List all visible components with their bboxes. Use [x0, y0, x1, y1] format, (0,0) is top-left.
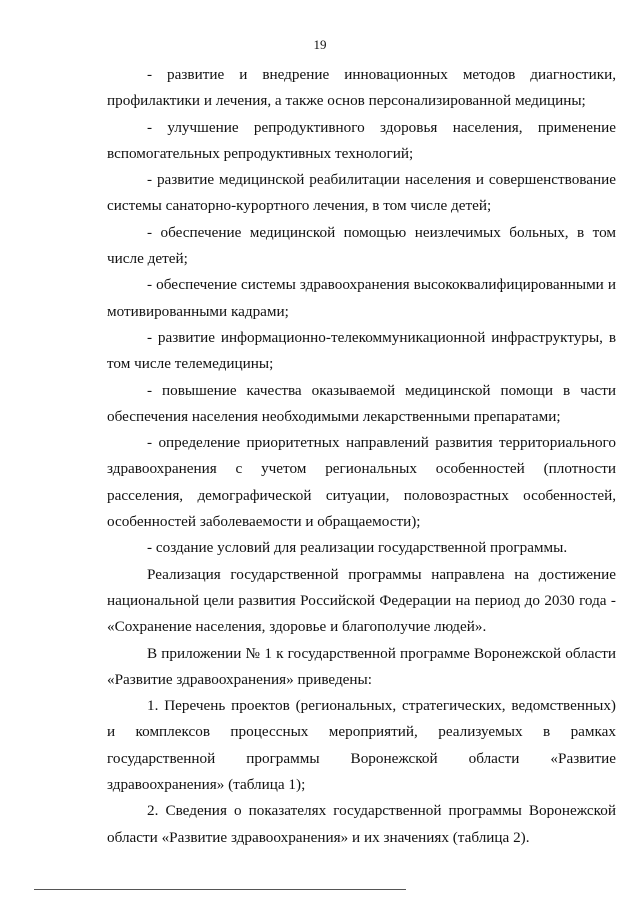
page-number: 19	[313, 37, 327, 52]
paragraph-territorial-priorities: - определение приоритетных направлений развития территориального здравоохранения с учетом региональных особенностей (плотности расселения, демографической ситуации, половозрастных особенностей, особенностей заболеваемости и обращаемости);	[107, 434, 616, 531]
paragraph-medical-rehabilitation: - развитие медицинской реабилитации населения и совершенствование системы санаторно-курортного лечения, в том числе детей;	[107, 171, 616, 215]
paragraph-medicines-supply: - повышение качества оказываемой медицинской помощи в части обеспечения населения необходимыми лекарственными препаратами;	[107, 381, 616, 425]
paragraph-innovative-methods: - развитие и внедрение инновационных методов диагностики, профилактики и лечения, а также основ персонализированной медицины;	[107, 66, 616, 110]
bottom-rule	[34, 889, 406, 890]
paragraph-palliative-care: - обеспечение медицинской помощью неизлечимых больных, в том числе детей;	[107, 223, 616, 268]
paragraph-item-2-indicators: 2. Сведения о показателях государственной программы Воронежской области «Развитие здравоохранения» и их значениях (таблица 2).	[107, 802, 616, 846]
paragraph-national-goal: Реализация государственной программы направлена на достижение национальной цели развития Российской Федерации на период до 2030 года - «Сохранение населения, здоровье и благополучие людей».	[107, 565, 616, 636]
body-text	[107, 62, 616, 851]
paragraph-item-1-projects-list: 1. Перечень проектов (региональных, стратегических, ведомственных) и комплексов процессных мероприятий, реализуемых в рамках государственной программы Воронежской области «Развитие здравоохранения» (таблица 1);	[107, 697, 616, 794]
paragraph-appendix-intro: В приложении № 1 к государственной программе Воронежской области «Развитие здравоохранения» приведены:	[107, 644, 616, 688]
paragraph-program-conditions: - создание условий для реализации государственной программы.	[147, 539, 568, 557]
paragraph-reproductive-health: - улучшение репродуктивного здоровья населения, применение вспомогательных репродуктивных технологий;	[107, 118, 616, 162]
paragraph-qualified-staff: - обеспечение системы здравоохранения высококвалифицированными и мотивированными кадрами;	[107, 276, 616, 320]
paragraph-telemedicine: - развитие информационно-телекоммуникационной инфраструктуры, в том числе телемедицины;	[107, 328, 616, 373]
